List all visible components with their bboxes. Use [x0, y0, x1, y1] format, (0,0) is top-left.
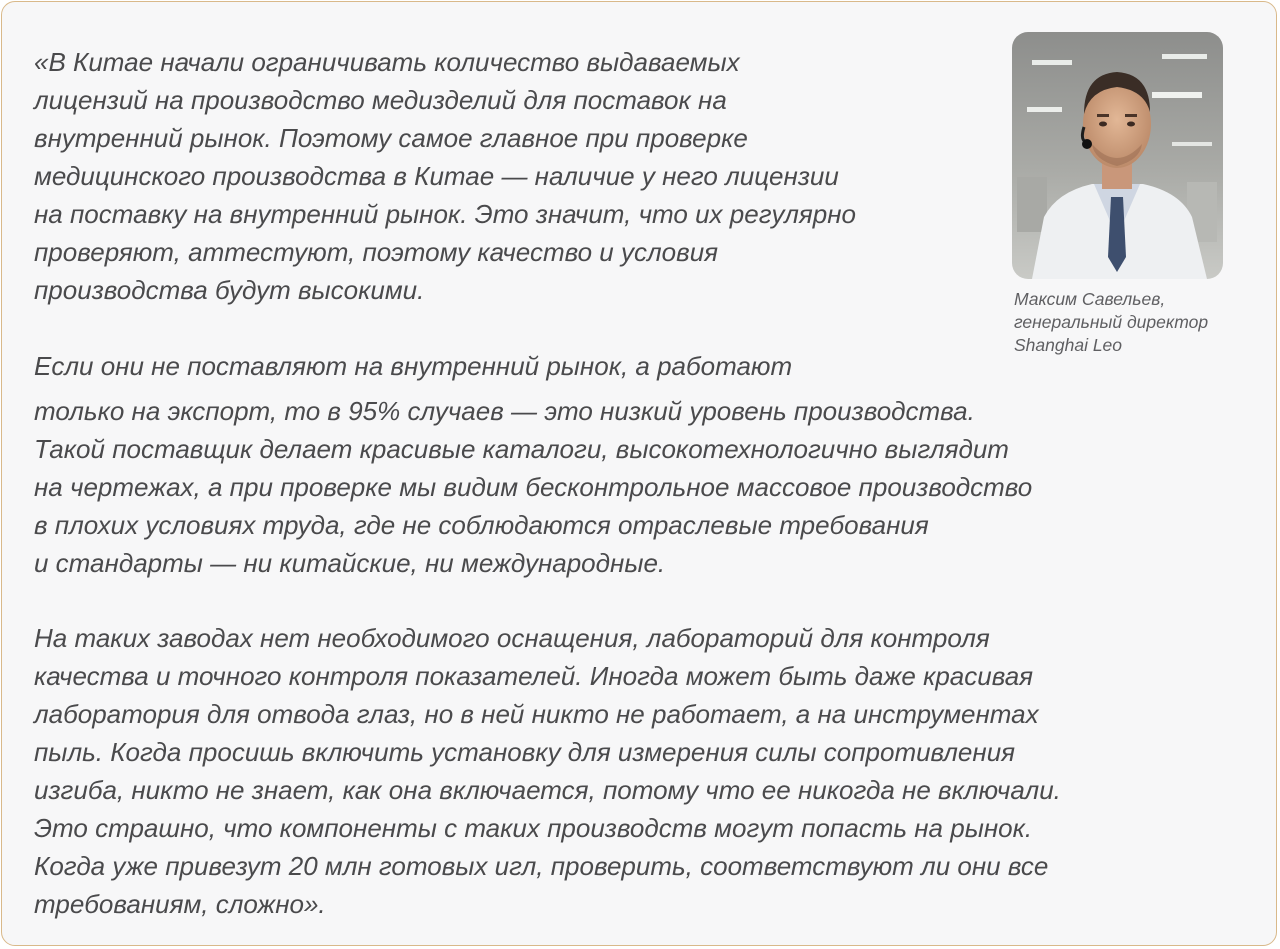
- author-caption: [1014, 288, 1264, 357]
- person-portrait-icon: [1012, 32, 1223, 279]
- author-position: генеральный директор: [1014, 312, 1209, 332]
- quote-paragraph-2-first-line: Если они не поставляют на внутренний рынок, а работают: [34, 351, 793, 381]
- author-company: Shanghai Leo: [1014, 335, 1123, 355]
- quote-paragraph-2: только на экспорт, то в 95% случаев — это низкий уровень производства. Такой поставщик делает красивые каталоги, высокотехнологично выглядит на чертежах, а при проверке мы видим бесконтрольное массовое производство в плохих условиях труда, где не соблюдаются отраслевые требования и стандарты — ни китайские, ни международные.: [34, 396, 1033, 578]
- author-name: Максим Савельев,: [1014, 289, 1166, 309]
- quote-paragraph-1: «В Китае начали ограничивать количество выдаваемых лицензий на производство медизделий для поставок на внутренний рынок. Поэтому самое главное при проверке медицинского производства в Китае — наличие у него лицензии на поставку на внутренний рынок. Это значит, что их регулярно проверяют, аттестуют, поэтому качество и условия производства будут высокими.: [34, 47, 857, 305]
- quote-card: [1, 1, 1277, 946]
- author-photo: [1012, 32, 1223, 279]
- quote-paragraph-3: На таких заводах нет необходимого оснащения, лабораторий для контроля качества и точного контроля показателей. Иногда может быть даже красивая лаборатория для отвода глаз, но в ней никто не работает, а на инструментах пыль. Когда просишь включить установку для измерения силы сопротивления изгиба, никто не знает, как она включается, потому что ее никогда не включали. Это страшно, что компоненты с таких производств могут попасть на рынок. Когда уже привезут 20 млн готовых игл, проверить, соответствуют ли они все требованиям, сложно».: [34, 623, 1061, 919]
